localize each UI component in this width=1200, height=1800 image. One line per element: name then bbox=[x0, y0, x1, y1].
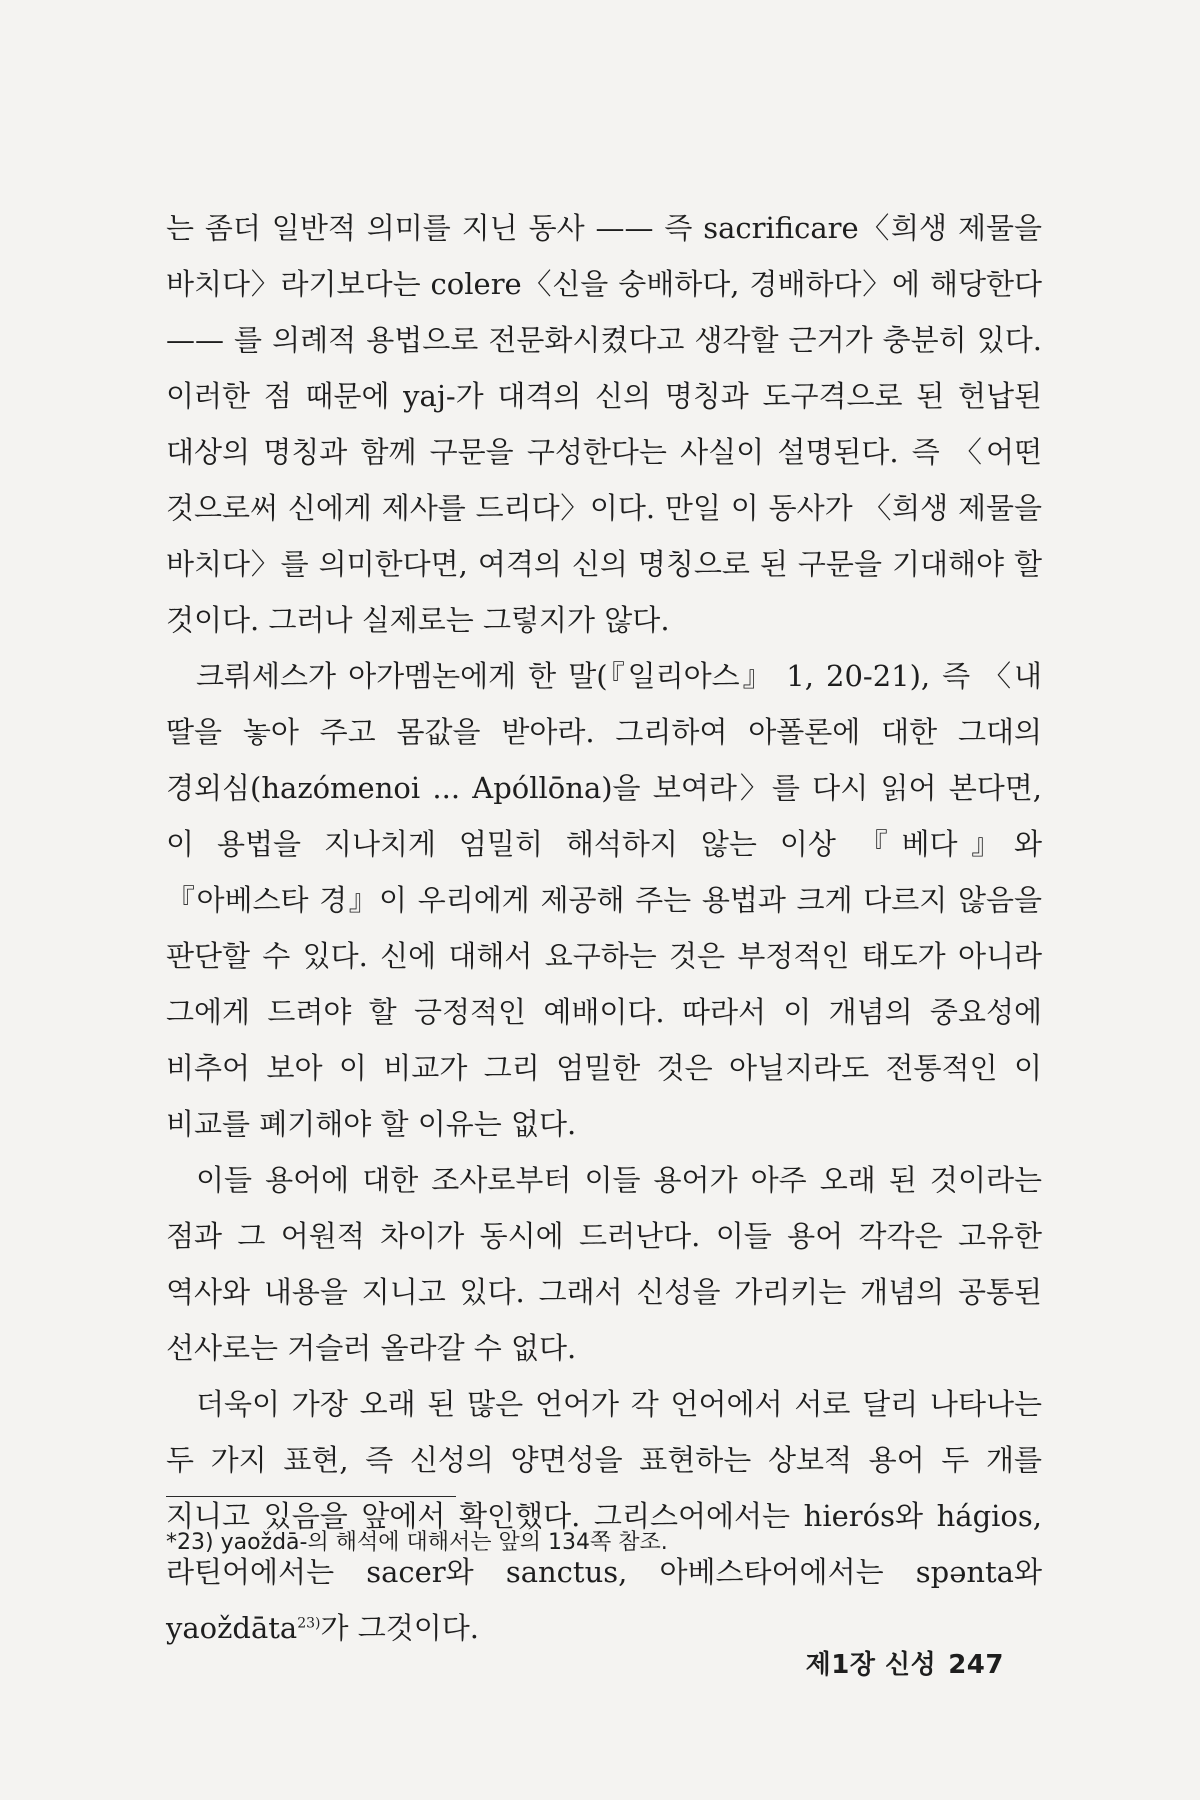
paragraph-complementary-terms bbox=[166, 1376, 1042, 1656]
paragraph-etymology: 이들 용어에 대한 조사로부터 이들 용어가 아주 오래 된 것이라는 점과 그 어원적 차이가 동시에 드러난다. 이들 용어 각각은 고유한 역사와 내용을 지니고 있다. 그래서 신성을 가리키는 개념의 공통된 선사로는 거슬러 올라갈 수 없다. bbox=[166, 1163, 1042, 1365]
footnote-23: *23) yaoždā-의 해석에 대해서는 앞의 134쪽 참조. bbox=[166, 1530, 668, 1555]
paragraph-chryses: 크뤼세스가 아가멤논에게 한 말(『일리아스』 1, 20-21), 즉 〈내 딸을 놓아 주고 몸값을 받아라. 그리하여 아폴론에 대한 그대의 경외심(hazómenoi ... Apóllōna)을 보여라〉를 다시 읽어 본다면, 이 용법을 지나치게 엄밀히 해석하지 않는 이상 『베다』와 『아베스타 경』이 우리에게 제공해 주는 용법과 크게 다르지 않음을 판단할 수 있다. 신에 대해서 요구하는 것은 부정적인 태도가 아니라 그에게 드려야 할 긍정적인 예배이다. 따라서 이 개념의 중요성에 비추어 보아 이 비교가 그리 엄밀한 것은 아닐지라도 전통적인 이 비교를 폐기해야 할 이유는 없다. bbox=[166, 659, 1042, 1141]
running-footer bbox=[806, 1644, 1004, 1681]
body-text bbox=[166, 200, 1042, 1656]
paragraph-continued: 는 좀더 일반적 의미를 지닌 동사 —— 즉 sacrificare〈희생 제물을 바치다〉라기보다는 colere〈신을 숭배하다, 경배하다〉에 해당한다 —— 를 의례적 용법으로 전문화시켰다고 생각할 근거가 충분히 있다. 이러한 점 때문에 yaj-가 대격의 신의 명칭과 도구격으로 된 헌납된 대상의 명칭과 함께 구문을 구성한다는 사실이 설명된다. 즉 〈어떤 것으로써 신에게 제사를 드리다〉이다. 만일 이 동사가 〈희생 제물을 바치다〉를 의미한다면, 여격의 신의 명칭으로 된 구문을 기대해야 할 것이다. 그러나 실제로는 그렇지가 않다. bbox=[166, 211, 1042, 637]
paragraph-text-before-ref: 더욱이 가장 오래 된 많은 언어가 각 언어에서 서로 달리 나타나는 두 가지 표현, 즉 신성의 양면성을 표현하는 상보적 용어 두 개를 지니고 있음을 앞에서 확인했다. 그리스어에서는 hierós와 hágios, 라틴어에서는 sacer와 sanctus, 아베스타어에서는 spənta와 yaoždāta bbox=[166, 1387, 1042, 1645]
chapter-title: 제1장 신성 bbox=[805, 1650, 937, 1680]
paragraph-text-after-ref: 가 그것이다. bbox=[320, 1611, 480, 1645]
footnote-reference-23[interactable]: 23) bbox=[297, 1615, 321, 1632]
page-number: 247 bbox=[948, 1650, 1004, 1680]
footnote-divider bbox=[166, 1496, 456, 1497]
